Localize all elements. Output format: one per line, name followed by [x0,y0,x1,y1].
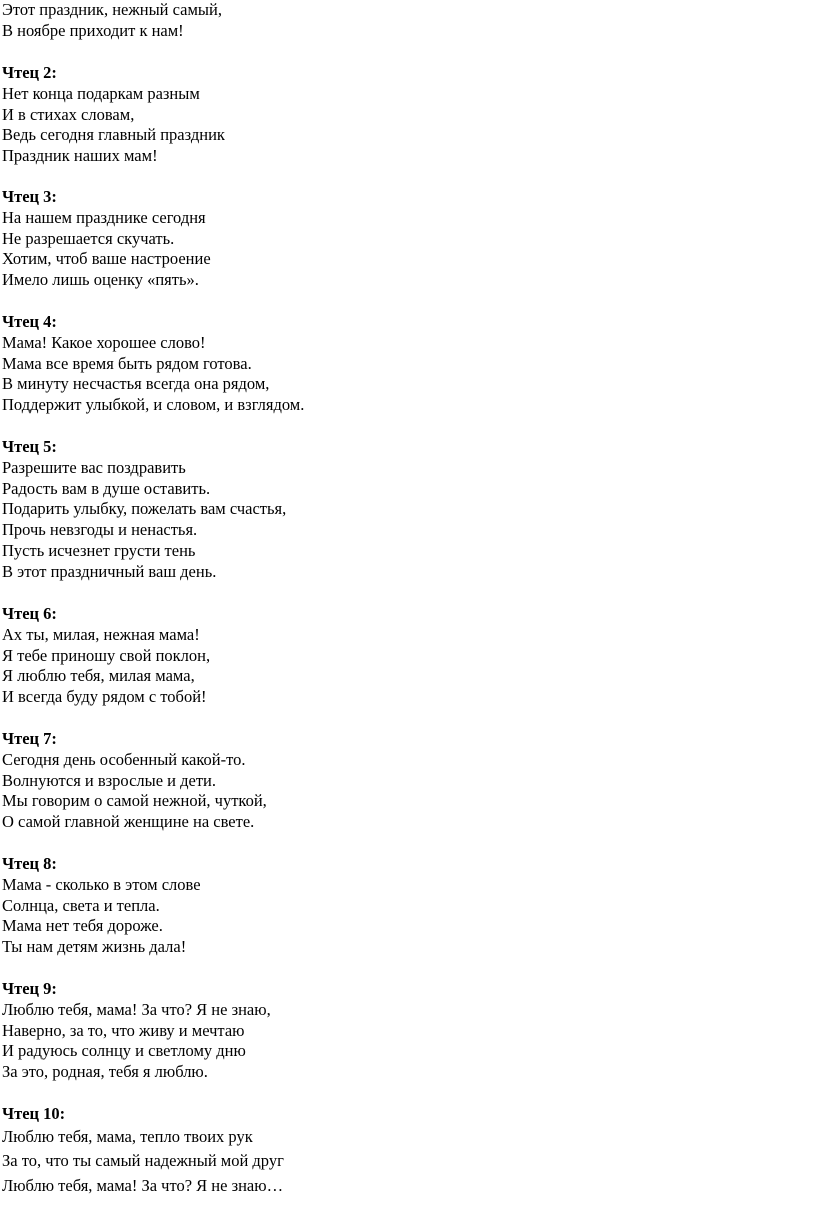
intro-line: В ноябре приходит к нам! [2,20,184,40]
poem-line: Я люблю тебя, милая мама, [2,666,195,686]
reader-heading: Чтец 6: [2,604,57,623]
poem-line: Мама - сколько в этом слове [2,874,201,894]
stanza-reader-3 [2,187,211,291]
poem-line: Подарить улыбку, пожелать вам счастья, [2,499,287,519]
reader-heading: Чтец 4: [2,312,57,331]
poem-line: За то, что ты самый надежный мой друг [2,1151,284,1171]
stanza-reader-9 [2,979,271,1083]
poem-line: Нет конца подаркам разным [2,83,200,103]
stanza-reader-5 [2,437,286,583]
poem-line: В этот праздничный ваш день. [2,561,217,581]
stanza-reader-2 [2,63,225,167]
poem-line: Солнца, света и тепла. [2,895,160,915]
poem-line: На нашем празднике сегодня [2,207,206,227]
poem-line: Я тебе приношу свой поклон, [2,645,211,665]
reader-heading: Чтец 5: [2,437,57,456]
poem-line: Люблю тебя, мама! За что? Я не знаю… [2,1175,284,1195]
poem-line: И радуюсь солнцу и светлому дню [2,1041,246,1061]
poem-line: Ах ты, милая, нежная мама! [2,624,200,644]
poem-line: За это, родная, тебя я люблю. [2,1062,208,1082]
poem-line: Не разрешается скучать. [2,228,175,248]
reader-heading: Чтец 7: [2,729,57,748]
poem-line: Пусть исчезнет грусти тень [2,540,196,560]
reader-heading: Чтец 2: [2,63,57,82]
poem-line: Поддержит улыбкой, и словом, и взглядом. [2,395,305,415]
poem-line: Мама все время быть рядом готова. [2,353,252,373]
reader-heading: Чтец 8: [2,854,57,873]
poem-line: Сегодня день особенный какой-то. [2,749,246,769]
stanza-reader-8 [2,854,201,958]
stanza-reader-4 [2,312,304,416]
poem-line: Ведь сегодня главный праздник [2,125,225,145]
poem-line: Люблю тебя, мама, тепло твоих рук [2,1126,253,1146]
poem-line: Мама! Какое хорошее слово! [2,332,206,352]
poem-line: Ты нам детям жизнь дала! [2,937,187,957]
poem-line: Хотим, чтоб ваше настроение [2,249,211,269]
poem-line: Волнуются и взрослые и дети. [2,770,217,790]
reader-heading: Чтец 10: [2,1104,66,1123]
intro-line: Этот праздник, нежный самый, [2,0,222,19]
poem-line: Прочь невзгоды и ненастья. [2,520,198,540]
poem-line: Разрешите вас поздравить [2,457,186,477]
reader-heading: Чтец 9: [2,979,57,998]
poem-line: Радость вам в душе оставить. [2,478,211,498]
poem-line: О самой главной женщине на свете. [2,812,255,832]
poem-line: Люблю тебя, мама! За что? Я не знаю, [2,999,271,1019]
intro-stanza [2,0,222,42]
stanza-reader-6 [2,604,210,708]
poem-line: Мы говорим о самой нежной, чуткой, [2,791,267,811]
poem-line: Наверно, за то, что живу и мечтаю [2,1020,245,1040]
poem-line: И в стихах словам, [2,104,135,124]
poem-line: Мама нет тебя дороже. [2,916,163,936]
stanza-reader-7 [2,729,267,833]
reader-heading: Чтец 3: [2,187,57,206]
poem-line: Имело лишь оценку «пять». [2,270,199,290]
poem-line: Праздник наших мам! [2,146,158,166]
poem-line: И всегда буду рядом с тобой! [2,687,207,707]
poem-line: В минуту несчастья всегда она рядом, [2,374,270,394]
stanza-reader-10 [2,1104,284,1198]
